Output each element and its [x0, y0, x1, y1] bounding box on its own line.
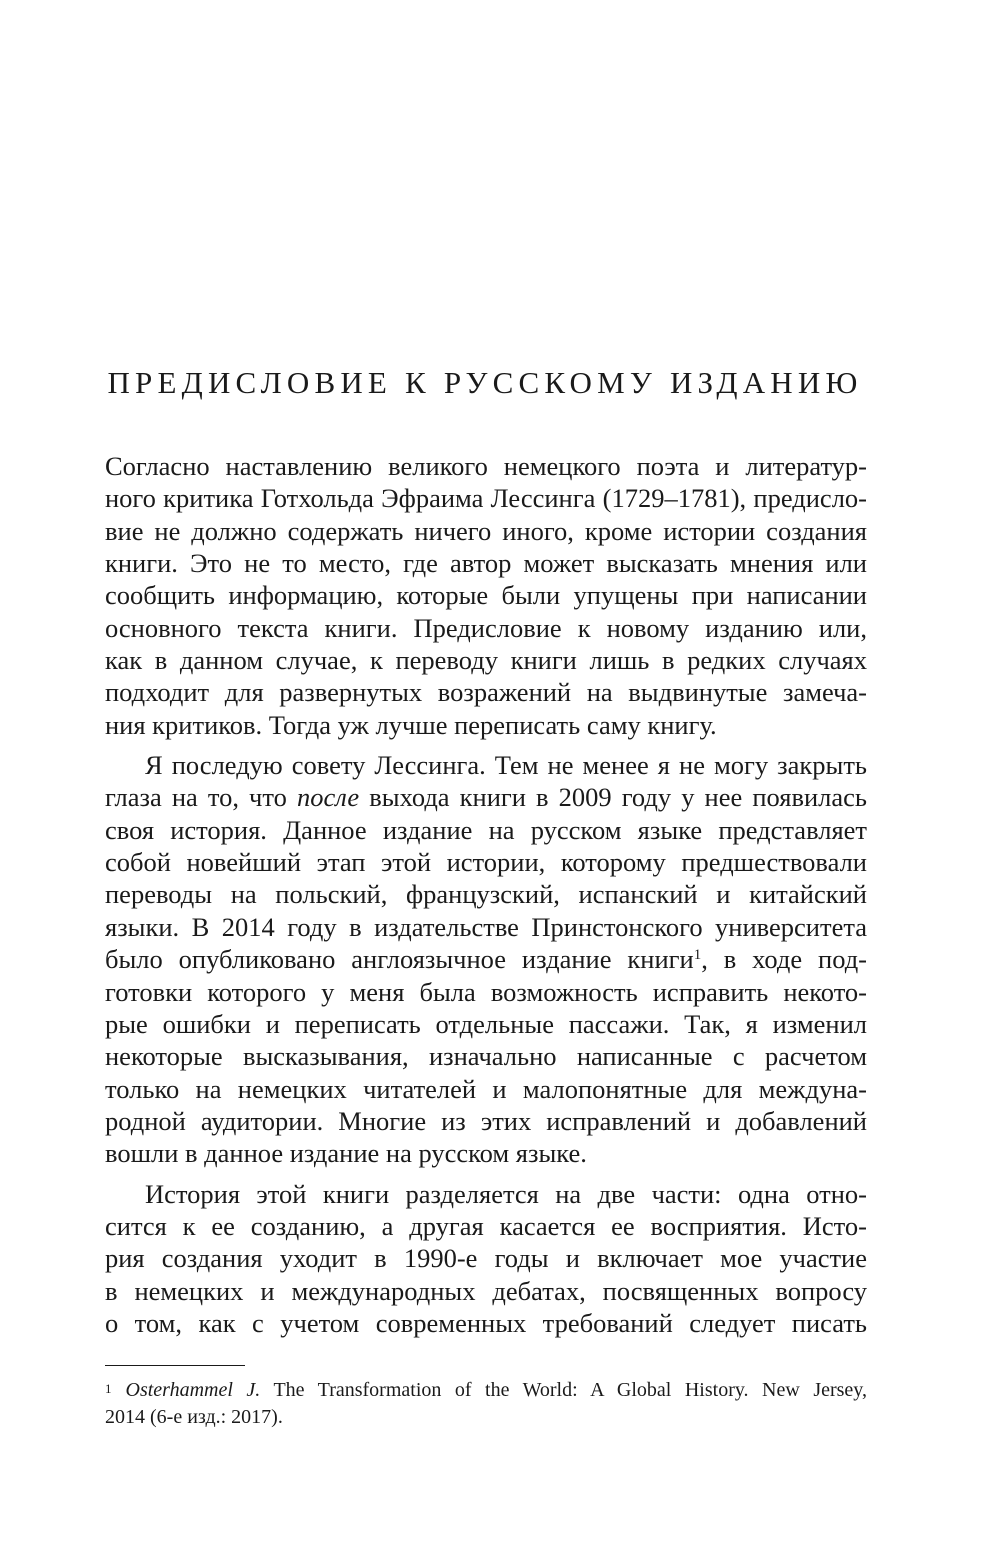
emphasis-text: после: [296, 782, 360, 813]
text-fragment: выхода книги в 2009 году у нее появилась: [359, 782, 867, 813]
text-line: Я последую совету Лессинга. Тем не менее я не могу закрыть: [145, 750, 867, 781]
footnote-divider: [105, 1365, 245, 1366]
text-line: своя история. Данное издание на русском языке представляет: [105, 814, 867, 845]
text-line: ного критика Готхольда Эфраима Лессинга (1729–1781), предисло-: [105, 483, 867, 514]
footnote-author: Osterhammel J.: [125, 1379, 261, 1401]
chapter-title: ПРЕДИСЛОВИЕ К РУССКОМУ ИЗДАНИЮ: [107, 365, 863, 400]
text-line: вошли в данное издание на русском языке.: [105, 1138, 587, 1169]
paragraph-1: [105, 450, 867, 741]
text-line: ния критиков. Тогда уж лучше переписать саму книгу.: [105, 709, 717, 740]
text-line: вие не должно содержать ничего иного, кроме истории создания: [105, 515, 867, 546]
footnote: [105, 1377, 867, 1431]
text-fragment: глаза на то, что: [105, 782, 297, 813]
text-line: рые ошибки и переписать отдельные пассажи. Так, я изменил: [105, 1008, 867, 1039]
paragraph-3: [105, 1178, 867, 1340]
footnote-line: [105, 1377, 867, 1404]
text-line: языки. В 2014 году в издательстве Принстонского университета: [105, 911, 867, 942]
text-line: готовки которого у меня была возможность исправить некото-: [105, 976, 867, 1007]
text-line: [105, 943, 867, 975]
text-line: о том, как с учетом современных требований следует писать: [105, 1307, 867, 1338]
paragraph-2: [105, 749, 867, 1169]
main-text: [105, 450, 867, 1339]
text-line: некоторые высказывания, изначально написанные с расчетом: [105, 1041, 867, 1072]
text-line: Согласно наставлению великого немецкого поэта и литератур-: [105, 451, 867, 481]
text-line: родной аудитории. Многие из этих исправлений и добавлений: [105, 1105, 867, 1136]
footnote-line: 2014 (6-е изд.: 2017).: [105, 1406, 283, 1428]
text-line: сится к ее созданию, а другая касается ее восприятия. Исто-: [105, 1210, 867, 1241]
text-line: сообщить информацию, которые были упущены при написании: [105, 580, 867, 611]
text-line: основного текста книги. Предисловие к новому изданию или,: [105, 612, 867, 643]
text-line: как в данном случае, к переводу книги лишь в редких случаях: [105, 645, 867, 676]
text-line: [105, 781, 867, 813]
text-line: История этой книги разделяется на две части: одна отно-: [145, 1178, 867, 1209]
text-fragment: было опубликовано англоязычное издание книги: [105, 944, 694, 975]
text-fragment: , в ходе под-: [701, 944, 868, 975]
text-line: книги. Это не то место, где автор может высказать мнения или: [105, 548, 867, 579]
text-line: собой новейший этап этой истории, которому предшествовали: [105, 847, 867, 878]
footnote-number: 1: [105, 1381, 112, 1396]
text-line: подходит для развернутых возражений на выдвинутые замеча-: [105, 677, 867, 708]
text-line: рия создания уходит в 1990-е годы и включает мое участие: [105, 1243, 867, 1274]
footnote-text: The Transformation of the World: A Global History. New Jersey,: [260, 1379, 868, 1401]
text-line: переводы на польский, французский, испанский и китайский: [105, 879, 867, 910]
text-line: только на немецких читателей и малопонятные для междуна-: [105, 1073, 867, 1104]
text-line: в немецких и международных дебатах, посвященных вопросу: [105, 1275, 867, 1306]
footnote-reference[interactable]: 1: [693, 947, 702, 964]
